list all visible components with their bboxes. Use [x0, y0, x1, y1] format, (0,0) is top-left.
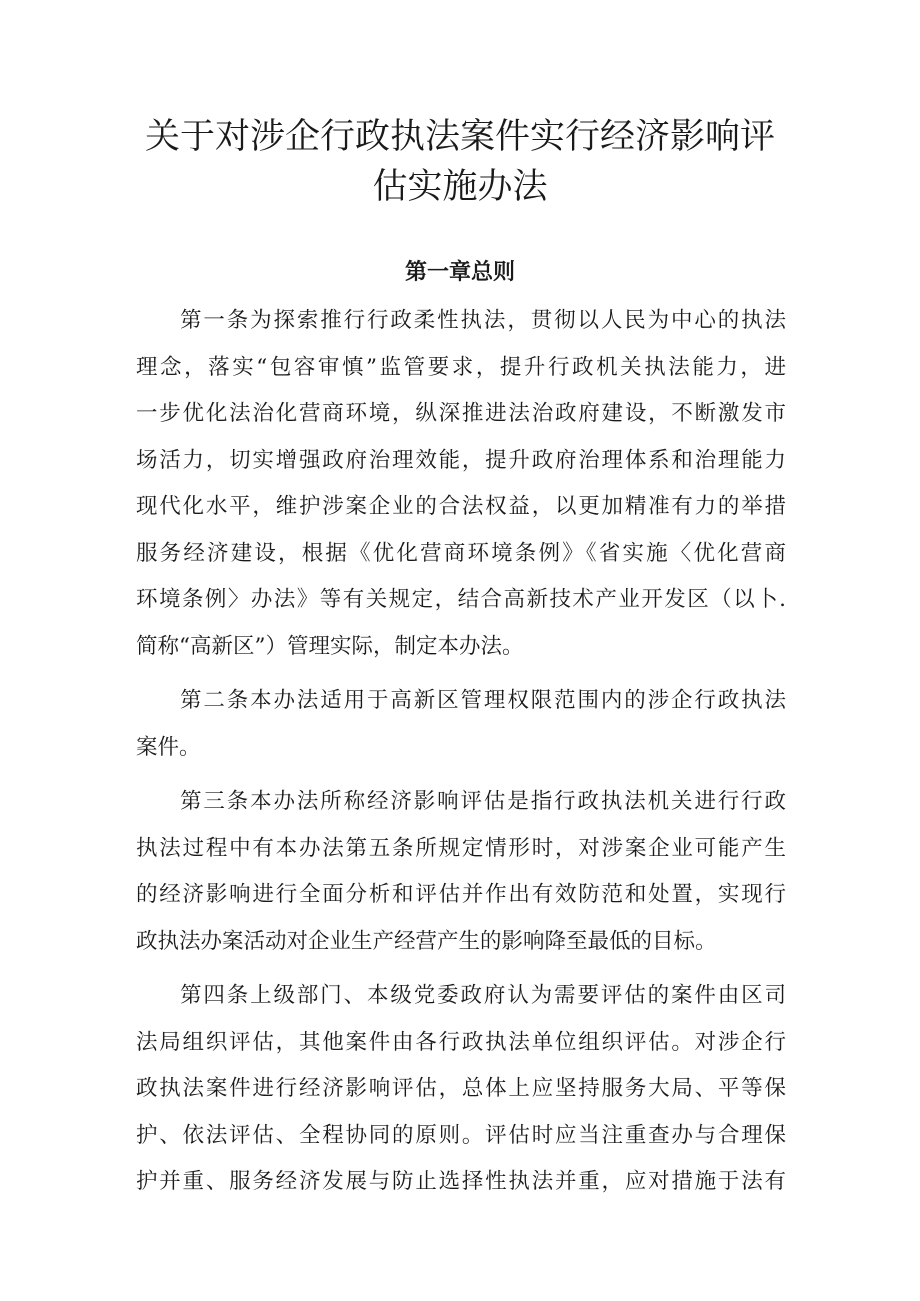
article-1-paragraph: [136, 298, 786, 670]
document-body: [136, 298, 786, 1214]
article-4-paragraph: [136, 973, 786, 1206]
paragraph-line: 政执法案件进行经济影响评估，总体上应坚持服务大局、平等保: [136, 1076, 786, 1101]
paragraph-line: 第二条本办法适用于高新区管理权限范围内的涉企行政执法: [180, 688, 786, 713]
paragraph-line: 案件。: [136, 734, 201, 760]
paragraph-line: 现代化水平，维护涉案企业的合法权益，以更加精准有力的举措: [136, 494, 786, 519]
paragraph-line: 一步优化法治化营商环境，纵深推进法治政府建设，不断激发市: [136, 401, 786, 426]
paragraph-line: 执法过程中有本办法第五条所规定情形时，对涉案企业可能产生: [136, 835, 786, 861]
paragraph-line: 场活力，切实增强政府治理效能，提升政府治理体系和治理能力: [136, 447, 786, 473]
paragraph-line: 理念，落实“包容审慎”监管要求，提升行政机关执法能力，进: [136, 354, 786, 380]
article-2-paragraph: [136, 678, 786, 771]
paragraph-line: 法局组织评估，其他案件由各行政执法单位组织评估。对涉企行: [136, 1029, 786, 1055]
paragraph-line: 简称“高新区”）管理实际，制定本办法。: [136, 633, 524, 659]
paragraph-line: 政执法办案活动对企业生产经营产生的影响降至最低的目标。: [136, 928, 717, 954]
paragraph-line: 护并重、服务经济发展与防止选择性执法并重，应对措施于法有: [136, 1169, 786, 1194]
paragraph-line: 环境条例〉办法》等有关规定，结合高新技术产业开发区（以卜.: [136, 587, 786, 612]
paragraph-line: 的经济影响进行全面分析和评估并作出有效防范和处置，实现行: [136, 882, 786, 907]
document-title: [100, 112, 820, 212]
paragraph-line: 护、依法评估、全程协同的原则。评估时应当注重查办与合理保: [136, 1122, 786, 1148]
article-3-paragraph: [136, 779, 786, 965]
paragraph-line: 第一条为探索推行行政柔性执法，贯彻以人民为中心的执法: [180, 308, 786, 333]
chapter-heading: 第一章总则: [404, 259, 515, 285]
paragraph-line: 第三条本办法所称经济影响评估是指行政执法机关进行行政: [180, 789, 786, 814]
title-line-2: 估实施办法: [372, 167, 548, 207]
title-line-1: 关于对涉企行政执法案件实行经济影响评: [144, 117, 775, 157]
paragraph-line: 第四条上级部门、本级党委政府认为需要评估的案件由区司: [180, 983, 786, 1008]
paragraph-line: 服务经济建设，根据《优化营商环境条例》《省实施〈优化营商: [136, 540, 786, 566]
